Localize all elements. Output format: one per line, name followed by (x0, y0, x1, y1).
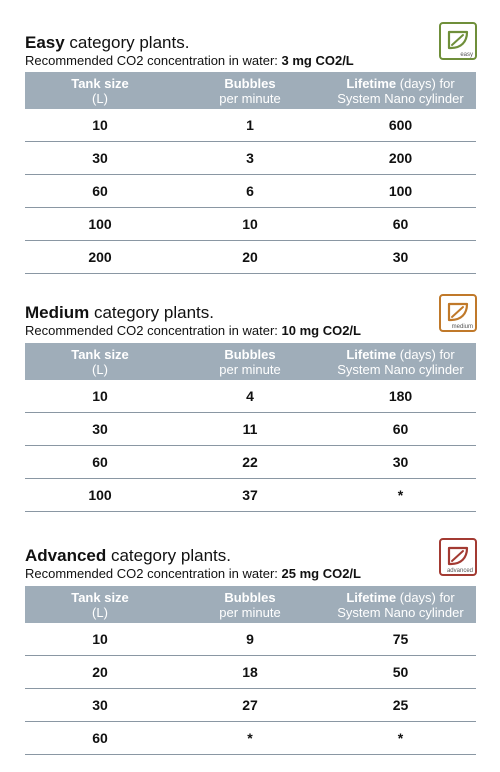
co2-recommendation (25, 323, 361, 339)
table-row (25, 689, 476, 722)
table-cell: 100 (25, 208, 175, 241)
header-bubbles: Bubbles per minute (175, 586, 325, 623)
table-cell: 37 (175, 479, 325, 512)
co2-label: Recommended CO2 concentration in water: (25, 566, 282, 581)
co2-label: Recommended CO2 concentration in water: (25, 323, 282, 338)
table-cell: 600 (325, 109, 476, 142)
table-cell: 30 (325, 241, 476, 274)
table-cell: 60 (25, 722, 175, 755)
dosage-table (25, 586, 476, 755)
table-cell: * (325, 479, 476, 512)
table-cell: 20 (175, 241, 325, 274)
table-cell: 10 (25, 623, 175, 656)
title-suffix: category plants. (89, 303, 214, 322)
table-cell: 180 (325, 380, 476, 413)
table-header-row (25, 586, 476, 623)
table-row (25, 656, 476, 689)
table-cell: 30 (325, 446, 476, 479)
table-cell: 20 (25, 656, 175, 689)
section-title (25, 33, 189, 53)
header-lifetime: Lifetime (days) for System Nano cylinder (325, 343, 476, 380)
table-cell: 30 (25, 142, 175, 175)
category-name: Advanced (25, 546, 107, 565)
co2-recommendation (25, 566, 361, 582)
table-header-row (25, 72, 476, 109)
table-cell: 10 (25, 109, 175, 142)
table-cell: 60 (25, 175, 175, 208)
table-cell: 6 (175, 175, 325, 208)
title-suffix: category plants. (64, 33, 190, 52)
category-logo (439, 538, 477, 576)
logo-label: medium (451, 324, 473, 330)
table-cell: 200 (25, 241, 175, 274)
table-row (25, 722, 476, 755)
header-bubbles: Bubbles per minute (175, 343, 325, 380)
table-cell: 60 (25, 446, 175, 479)
table-cell: 30 (25, 413, 175, 446)
header-lifetime: Lifetime (days) for System Nano cylinder (325, 72, 476, 109)
table-cell: 10 (175, 208, 325, 241)
table-cell: 25 (325, 689, 476, 722)
table-cell: * (175, 722, 325, 755)
table-row (25, 623, 476, 656)
table-cell: 10 (25, 380, 175, 413)
leaf-icon (445, 28, 471, 52)
header-tank-size: Tank size (L) (25, 343, 175, 380)
table-cell: 18 (175, 656, 325, 689)
table-row (25, 241, 476, 274)
table-cell: 60 (325, 208, 476, 241)
dosage-table (25, 343, 476, 512)
table-header-row (25, 343, 476, 380)
leaf-icon (445, 544, 471, 568)
table-cell: 100 (325, 175, 476, 208)
table-cell: 11 (175, 413, 325, 446)
header-lifetime: Lifetime (days) for System Nano cylinder (325, 586, 476, 623)
table-cell: 200 (325, 142, 476, 175)
title-suffix: category plants. (106, 546, 231, 565)
table-cell: 4 (175, 380, 325, 413)
table-cell: 22 (175, 446, 325, 479)
section-title (25, 303, 214, 323)
table-row (25, 175, 476, 208)
table-cell: 9 (175, 623, 325, 656)
category-logo (439, 22, 477, 60)
table-row (25, 380, 476, 413)
header-tank-size: Tank size (L) (25, 586, 175, 623)
table-cell: 30 (25, 689, 175, 722)
header-tank-size: Tank size (L) (25, 72, 175, 109)
table-cell: 3 (175, 142, 325, 175)
logo-label: advanced (446, 568, 473, 574)
category-name: Easy (25, 33, 65, 52)
table-cell: 60 (325, 413, 476, 446)
header-bubbles: Bubbles per minute (175, 72, 325, 109)
co2-value: 25 mg CO2/L (281, 566, 361, 581)
table-cell: * (325, 722, 476, 755)
table-cell: 1 (175, 109, 325, 142)
category-logo (439, 294, 477, 332)
co2-value: 3 mg CO2/L (281, 53, 354, 68)
section-title (25, 546, 231, 566)
table-cell: 75 (325, 623, 476, 656)
leaf-icon (445, 300, 471, 324)
table-row (25, 142, 476, 175)
category-name: Medium (25, 303, 90, 322)
table-row (25, 208, 476, 241)
table-cell: 50 (325, 656, 476, 689)
table-cell: 27 (175, 689, 325, 722)
table-cell: 100 (25, 479, 175, 512)
dosage-table (25, 72, 476, 274)
co2-recommendation (25, 53, 354, 69)
co2-label: Recommended CO2 concentration in water: (25, 53, 282, 68)
table-row (25, 479, 476, 512)
co2-value: 10 mg CO2/L (281, 323, 361, 338)
logo-label: easy (460, 52, 473, 58)
table-row (25, 109, 476, 142)
table-row (25, 446, 476, 479)
table-row (25, 413, 476, 446)
